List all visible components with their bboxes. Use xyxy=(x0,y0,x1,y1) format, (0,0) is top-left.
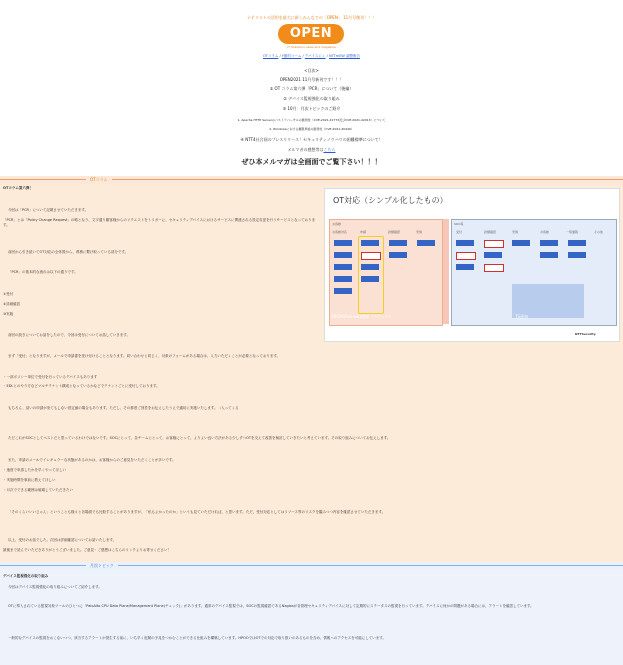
contact-line xyxy=(0,147,623,153)
toc-line-3[interactable]: ② デバイス監視強化の取り組み xyxy=(283,96,340,101)
ot-para-7: もちろん、話いの申請が来てもしない設定値の場合もあります。ただし、その都度ご回答をお伝えしたうえで適切に実施いたします。（入ってくる xyxy=(8,406,239,410)
fig-box xyxy=(417,240,435,246)
logo-subtitle: - IT Solutions news and magazine - xyxy=(285,45,338,49)
ot-para-4: 「PCR」の基本的な流れは以下の通りです。 xyxy=(8,270,78,274)
device-para-3: 一般的なデバイスの監視をおこないつつ、該当するアラートが発生する前に、いち早く危険の予兆をつかむことができる仕組みを構築しています。HPOOではOTでの対応で取り扱いのあるものを含め、情報へのアクセスを可能にしています。 xyxy=(8,636,386,640)
fig-soc-col-3: 実施 xyxy=(512,230,519,234)
fig-box xyxy=(540,240,558,246)
fig-soc-col-2: 詳細確認 xyxy=(484,230,497,234)
figure-right-panel xyxy=(451,219,617,326)
fig-box xyxy=(568,252,586,258)
fig-col-3: 詳細確認 xyxy=(388,230,401,234)
fig-box xyxy=(334,264,352,270)
fig-box xyxy=(361,264,379,270)
fig-box xyxy=(389,252,407,258)
device-para-1: 今回はデバイス監視強化の取り組みについてご紹介します。 xyxy=(8,585,102,589)
ot-flow-figure xyxy=(324,188,620,342)
ot-para-6: まず「受付」となりますが、メールで申請書を受け付けることとなります。同い合わせと同じく、対象のフォームがある場合は、入力いただくことが必要となっております。 xyxy=(8,354,281,358)
nav-link-ntt[interactable]: NTTmEW 調整報告 xyxy=(328,54,360,58)
ot-para-1: 今回は「PCR」について記載させていただきます。 xyxy=(8,208,89,212)
figure-left-panel xyxy=(329,219,443,326)
fig-soc-col-1: 受付 xyxy=(456,230,463,234)
toc-line-7[interactable]: ④ NTT4社合同のプレスリリース！セキュリティノウハウの困難標準について！ xyxy=(240,137,383,142)
closing-text: ぜひ本メルマガは全画面でご覧下さい！！！ xyxy=(241,158,382,166)
fig-box xyxy=(512,240,530,246)
fig-box xyxy=(361,276,379,282)
ot-bullet-2: ・EDLとのやり方などマルチテナント構成となっているかなどでテナントごとに受付しております。 xyxy=(3,384,160,388)
ot-step-2: ②詳細確認 xyxy=(3,302,21,306)
nav-link-device[interactable]: デバイスにく xyxy=(304,54,326,58)
ot-para-5: 前回の続きについてお話をしたので、今回は受付についてお話していきます。 xyxy=(8,333,131,337)
figure-left-label: お客様 xyxy=(332,222,342,226)
ot-bullet-4: ・実施時間を事前に教えてほしい xyxy=(3,478,56,482)
fig-soc-col-4: お客様 xyxy=(540,230,550,234)
ot-para-2: 「PCR」とは「Policy Change Request」の略となり、文字通り顧客様からのリクエストをトリガーに、セキュリティデバイスにおけるサービスに関連される設定変更を行うサービスとなっております。 xyxy=(3,218,316,227)
open-logo[interactable]: OPEN xyxy=(278,24,344,44)
fig-box xyxy=(456,252,476,260)
figure-right-label: SOC等 xyxy=(454,222,464,226)
ot-title: OTコラム第六弾！ xyxy=(3,186,33,190)
device-section-title: 月次トピック xyxy=(86,562,118,570)
ot-bullet-1: ・一部ポリシー単位で受付を行っているデバイスもあります xyxy=(3,375,98,379)
toc-label: <目次> xyxy=(304,68,319,73)
fig-col-4: 実施 xyxy=(416,230,423,234)
fig-box xyxy=(456,264,474,270)
toc-line-2[interactable]: ① OT コラム第六弾「PCR」について（後編） xyxy=(269,86,354,91)
ot-step-3: ③実施 xyxy=(3,312,14,316)
fig-soc-col-5: 一般通報 xyxy=(566,230,579,234)
figure-brand: NTTSecurity xyxy=(575,332,596,336)
fig-box xyxy=(540,252,558,258)
device-section-header xyxy=(0,562,623,570)
fig-soc-col-6: その他 xyxy=(594,230,604,234)
ot-para-12: 最後まで読んでいただきありがとうございました。ご意見・ご感想はこちらのリンクよりお寄せください！ xyxy=(3,548,171,552)
contact-link[interactable]: こちら xyxy=(323,147,336,152)
nav-link-2[interactable]: Y節的コーム xyxy=(281,54,302,58)
fig-box xyxy=(361,240,379,246)
ot-step-1: ①受付 xyxy=(3,292,14,296)
fig-box xyxy=(456,240,474,246)
figure-caption-left: SNOW(Ask-ow)通知（チケット） xyxy=(331,314,393,319)
fig-box xyxy=(484,240,504,248)
ot-para-8: ただこれがSOCとしてベストだと思っているわけではないです。SOCにとって、各チームにとって、お客様にとって、よりよい良い方法がある少しずつOTを交えて改善を検討していきたいと考えています。その取り組みについてお伝えします。 xyxy=(8,436,391,440)
device-title: デバイス監視強化の取り組み xyxy=(3,574,49,578)
ot-section-title: OTコラム xyxy=(86,176,112,184)
toc-line-6[interactable]: 2. Windowsにおける権限昇格の脆弱性（CVE-2021-40449） xyxy=(269,127,354,131)
fig-box xyxy=(484,252,502,258)
figure-caption-right: TS通知 xyxy=(515,314,528,319)
ot-para-9: また、申請のメールでイレギュラーな状態があるのかは、お客様からのご意見をいただくことが多いです。 xyxy=(8,458,176,462)
fig-box xyxy=(334,240,352,246)
ot-para-11: 以上、受付のお話でした。次回は詳細確認についてお話いたします。 xyxy=(8,538,117,542)
ot-bullet-5: ・月次でできる範囲は破壊していただきたい xyxy=(3,488,73,492)
nav-links: OTコラム / Y節的コーム / デバイスにく / NTTmEW 調整報告 xyxy=(262,54,360,58)
fig-box xyxy=(484,264,504,272)
device-para-2: OTに導入されている監視対象ツールのひとつに「PaloAlto CPU Data Plane/Management Plane(チェック)」があります。通常のデバイス監視では、SOCの監視確認であるNagiosが各管理セキュリティデバイスに対して定期的にステータスの監視を行っています。デバイスに何かの問題がある場合には、アラートを確認しています。 xyxy=(8,604,534,608)
contact-prefix: メルマガの感想等は xyxy=(287,147,324,152)
fig-box xyxy=(568,240,586,246)
fig-box xyxy=(334,276,352,282)
figure-divider xyxy=(443,219,449,324)
toc-line-1: OPEN2021 11月号新刊です！！！ xyxy=(279,77,344,82)
fig-col-2: 申請 xyxy=(360,230,367,234)
ot-para-3: 前回から引き続いてOT対応の全体図から、責務に繋げ取っている部分です。 xyxy=(8,250,129,254)
fig-box xyxy=(361,252,381,260)
fig-box xyxy=(334,288,352,294)
toc-line-5[interactable]: 1. Apache HTTP Serverのパストラバーサルの脆弱性（CVE-2021-41773及びCVE-2021-42013）について xyxy=(237,118,386,122)
figure-highlight xyxy=(358,236,384,314)
ot-bullet-3: ・速度で申請したかを早くやってほしい xyxy=(3,468,66,472)
fig-box xyxy=(389,240,407,246)
fig-box xyxy=(334,252,352,258)
nav-link-ot[interactable]: OTコラム xyxy=(262,54,279,58)
figure-title: OT対応（シンプル化したもの） xyxy=(333,196,448,205)
toc-line-4[interactable]: ③ 10月：月次トピックのご紹介 xyxy=(282,106,341,111)
header-tagline: ナテリストの活用を最大に新しみんなでの「OPEN」 11月号創刊！！！ xyxy=(246,15,377,20)
figure-ts-block xyxy=(512,284,584,318)
fig-col-1: お客様対応 xyxy=(332,230,348,234)
ot-para-10: 「そのくらいいいじゃん」ということも様々と各場面でも比較することがありますが、「私もよかったのか」というも見ていただければ、と思います。ただ、受付対応としてはリソース等のリスクを鑑みつつ内容を確認させていただきます。 xyxy=(8,510,386,514)
ot-section-header xyxy=(0,176,623,184)
